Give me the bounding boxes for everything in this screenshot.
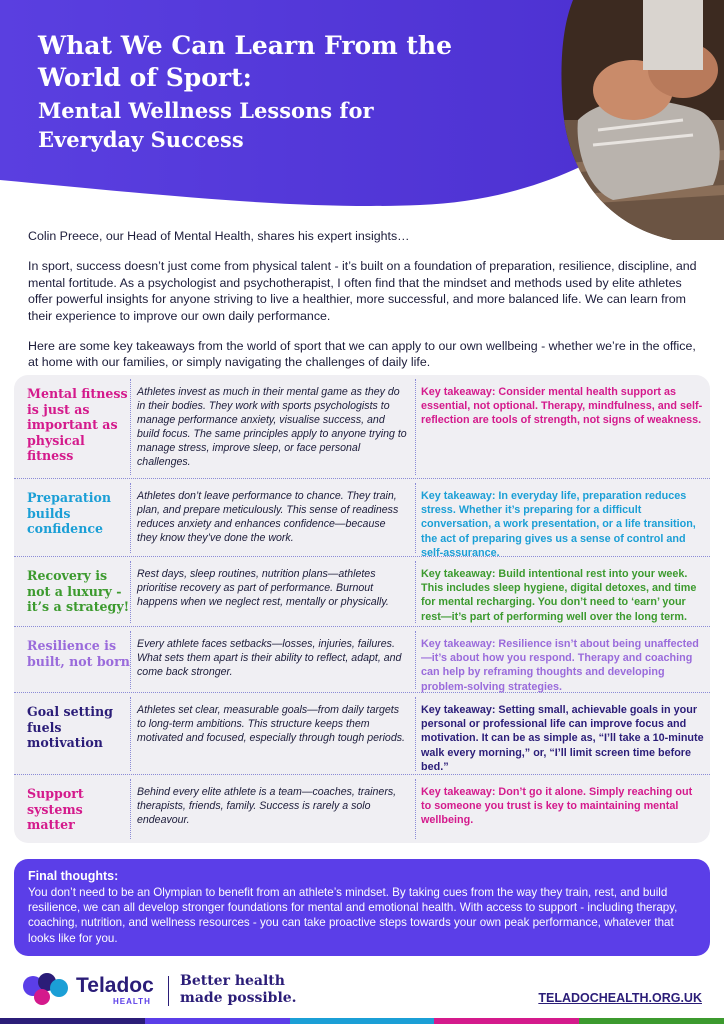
lesson-title: Resilience is built, not born <box>27 638 130 669</box>
page-title <box>38 30 468 154</box>
lesson-row <box>14 479 710 557</box>
lesson-row <box>14 375 710 479</box>
lesson-body: Athletes set clear, measurable goals—from daily targets to long-term ambitions. This structure keeps them motivated and focused, especially through tough periods. <box>137 704 405 744</box>
lesson-title: Preparation builds confidence <box>27 490 112 536</box>
lesson-body: Rest days, sleep routines, nutrition plans—athletes prioritise recovery as part of performance. Burnout happens when we neglect rest, mentally or physically. <box>137 568 389 608</box>
lesson-takeaway: Key takeaway: Build intentional rest into your week. This includes sleep hygiene, digital detoxes, and time for mental recharging. You don’t need to ‘earn’ your rest—it’s part of performing well over the long term. <box>421 568 697 623</box>
lesson-title: Mental fitness is just as important as physical fitness <box>27 386 128 463</box>
lesson-body: Athletes don’t leave performance to chance. They train, plan, and prepare meticulously. This sense of readiness reduces anxiety and enhances confidence—because they know they’ve done the work. <box>137 490 399 544</box>
lesson-takeaway: Key takeaway: Consider mental health support as essential, not optional. Therapy, mindfulness, and self-reflection are tools of strength, not signs of weakness. <box>421 386 703 427</box>
lesson-takeaway: Key takeaway: Setting small, achievable goals in your personal or professional life can improve focus and motivation. It can be as simple as, “I’ll take a 10-minute walk every morning,” or, “I’ll limit screen time before bed.” <box>421 704 704 773</box>
lesson-body: Athletes invest as much in their mental game as they do in their bodies. They work with sports psychologists to manage performance anxiety, visualise success, and build focus. The same principles apply to anyone trying to manage stress, improve sleep, or face personal challenges. <box>137 386 407 468</box>
tagline <box>180 973 320 1007</box>
lesson-takeaway: Key takeaway: Resilience isn’t about being unaffected—it’s about how you respond. Therapy and coaching can help by reframing thoughts and developing problem-solving strategies. <box>421 638 699 693</box>
tagline-line: made possible. <box>180 990 297 1006</box>
lesson-body: Behind every elite athlete is a team—coaches, trainers, therapists, friends, family. Success is rarely a solo endeavour. <box>137 786 397 826</box>
title-sub: Mental Wellness Lessons for Everyday Success <box>38 98 374 152</box>
lesson-takeaway: Key takeaway: In everyday life, preparation reduces stress. Whether it’s preparing for a difficult conversation, a work presentation, or a life transition, the act of preparing gives us a sense of control and self-assurance. <box>421 490 696 559</box>
footer-color-bar <box>0 1018 724 1024</box>
lesson-row <box>14 693 710 775</box>
lesson-title: Support systems matter <box>27 786 84 832</box>
brand-sub: HEALTH <box>113 997 151 1006</box>
teladoc-logo-icon <box>22 972 72 1006</box>
lesson-title: Recovery is not a luxury - it’s a strategy! <box>27 568 130 614</box>
lesson-title: Goal setting fuels motivation <box>27 704 113 750</box>
lesson-row <box>14 775 710 843</box>
footer-divider <box>168 976 169 1006</box>
title-main: What We Can Learn From the World of Sport: <box>38 31 453 92</box>
website-link[interactable]: TELADOCHEALTH.ORG.UK <box>538 991 702 1005</box>
byline: Colin Preece, our Head of Mental Health, shares his expert insights… <box>28 229 410 243</box>
lesson-takeaway: Key takeaway: Don’t go it alone. Simply reaching out to someone you trust is key to maintaining mental wellbeing. <box>421 786 693 827</box>
brand-name: Teladoc <box>76 974 154 997</box>
intro-section <box>28 228 708 385</box>
final-thoughts-body: You don’t need to be an Olympian to benefit from an athlete’s mindset. By taking cues from the way they train, rest, and build resilience, we can all develop stronger foundations for mental and emotional health. With access to support - including therapy, coaching, nutrition, and wellness resources - you can take proactive steps towards your own peak performance, whatever that looks like for you. <box>28 886 678 945</box>
lesson-body: Every athlete faces setbacks—losses, injuries, failures. What sets them apart is their ability to reflect, adapt, and come back stronger. <box>137 638 402 678</box>
lesson-row <box>14 557 710 627</box>
tagline-line: Better health <box>180 973 285 989</box>
final-thoughts-title: Final thoughts: <box>28 869 119 883</box>
athlete-shoe-photo <box>483 0 724 240</box>
lesson-row <box>14 627 710 693</box>
final-thoughts-box <box>14 859 710 956</box>
lessons-table <box>14 375 710 843</box>
intro-paragraph: In sport, success doesn’t just come from physical talent - it’s built on a foundation of preparation, resilience, discipline, and mental fortitude. As a psychologist and psychotherapist, I often find that the mindset and methods used by elite athletes offer powerful insights for anyone striving to live a healthier, more successful, and more balanced life. We can learn from their experience to improve our own daily performance. <box>28 259 697 323</box>
intro-paragraph: Here are some key takeaways from the world of sport that we can apply to our own wellbeing - whether we’re in the office, at home with our families, or simply navigating the challenges of daily life. <box>28 339 696 370</box>
